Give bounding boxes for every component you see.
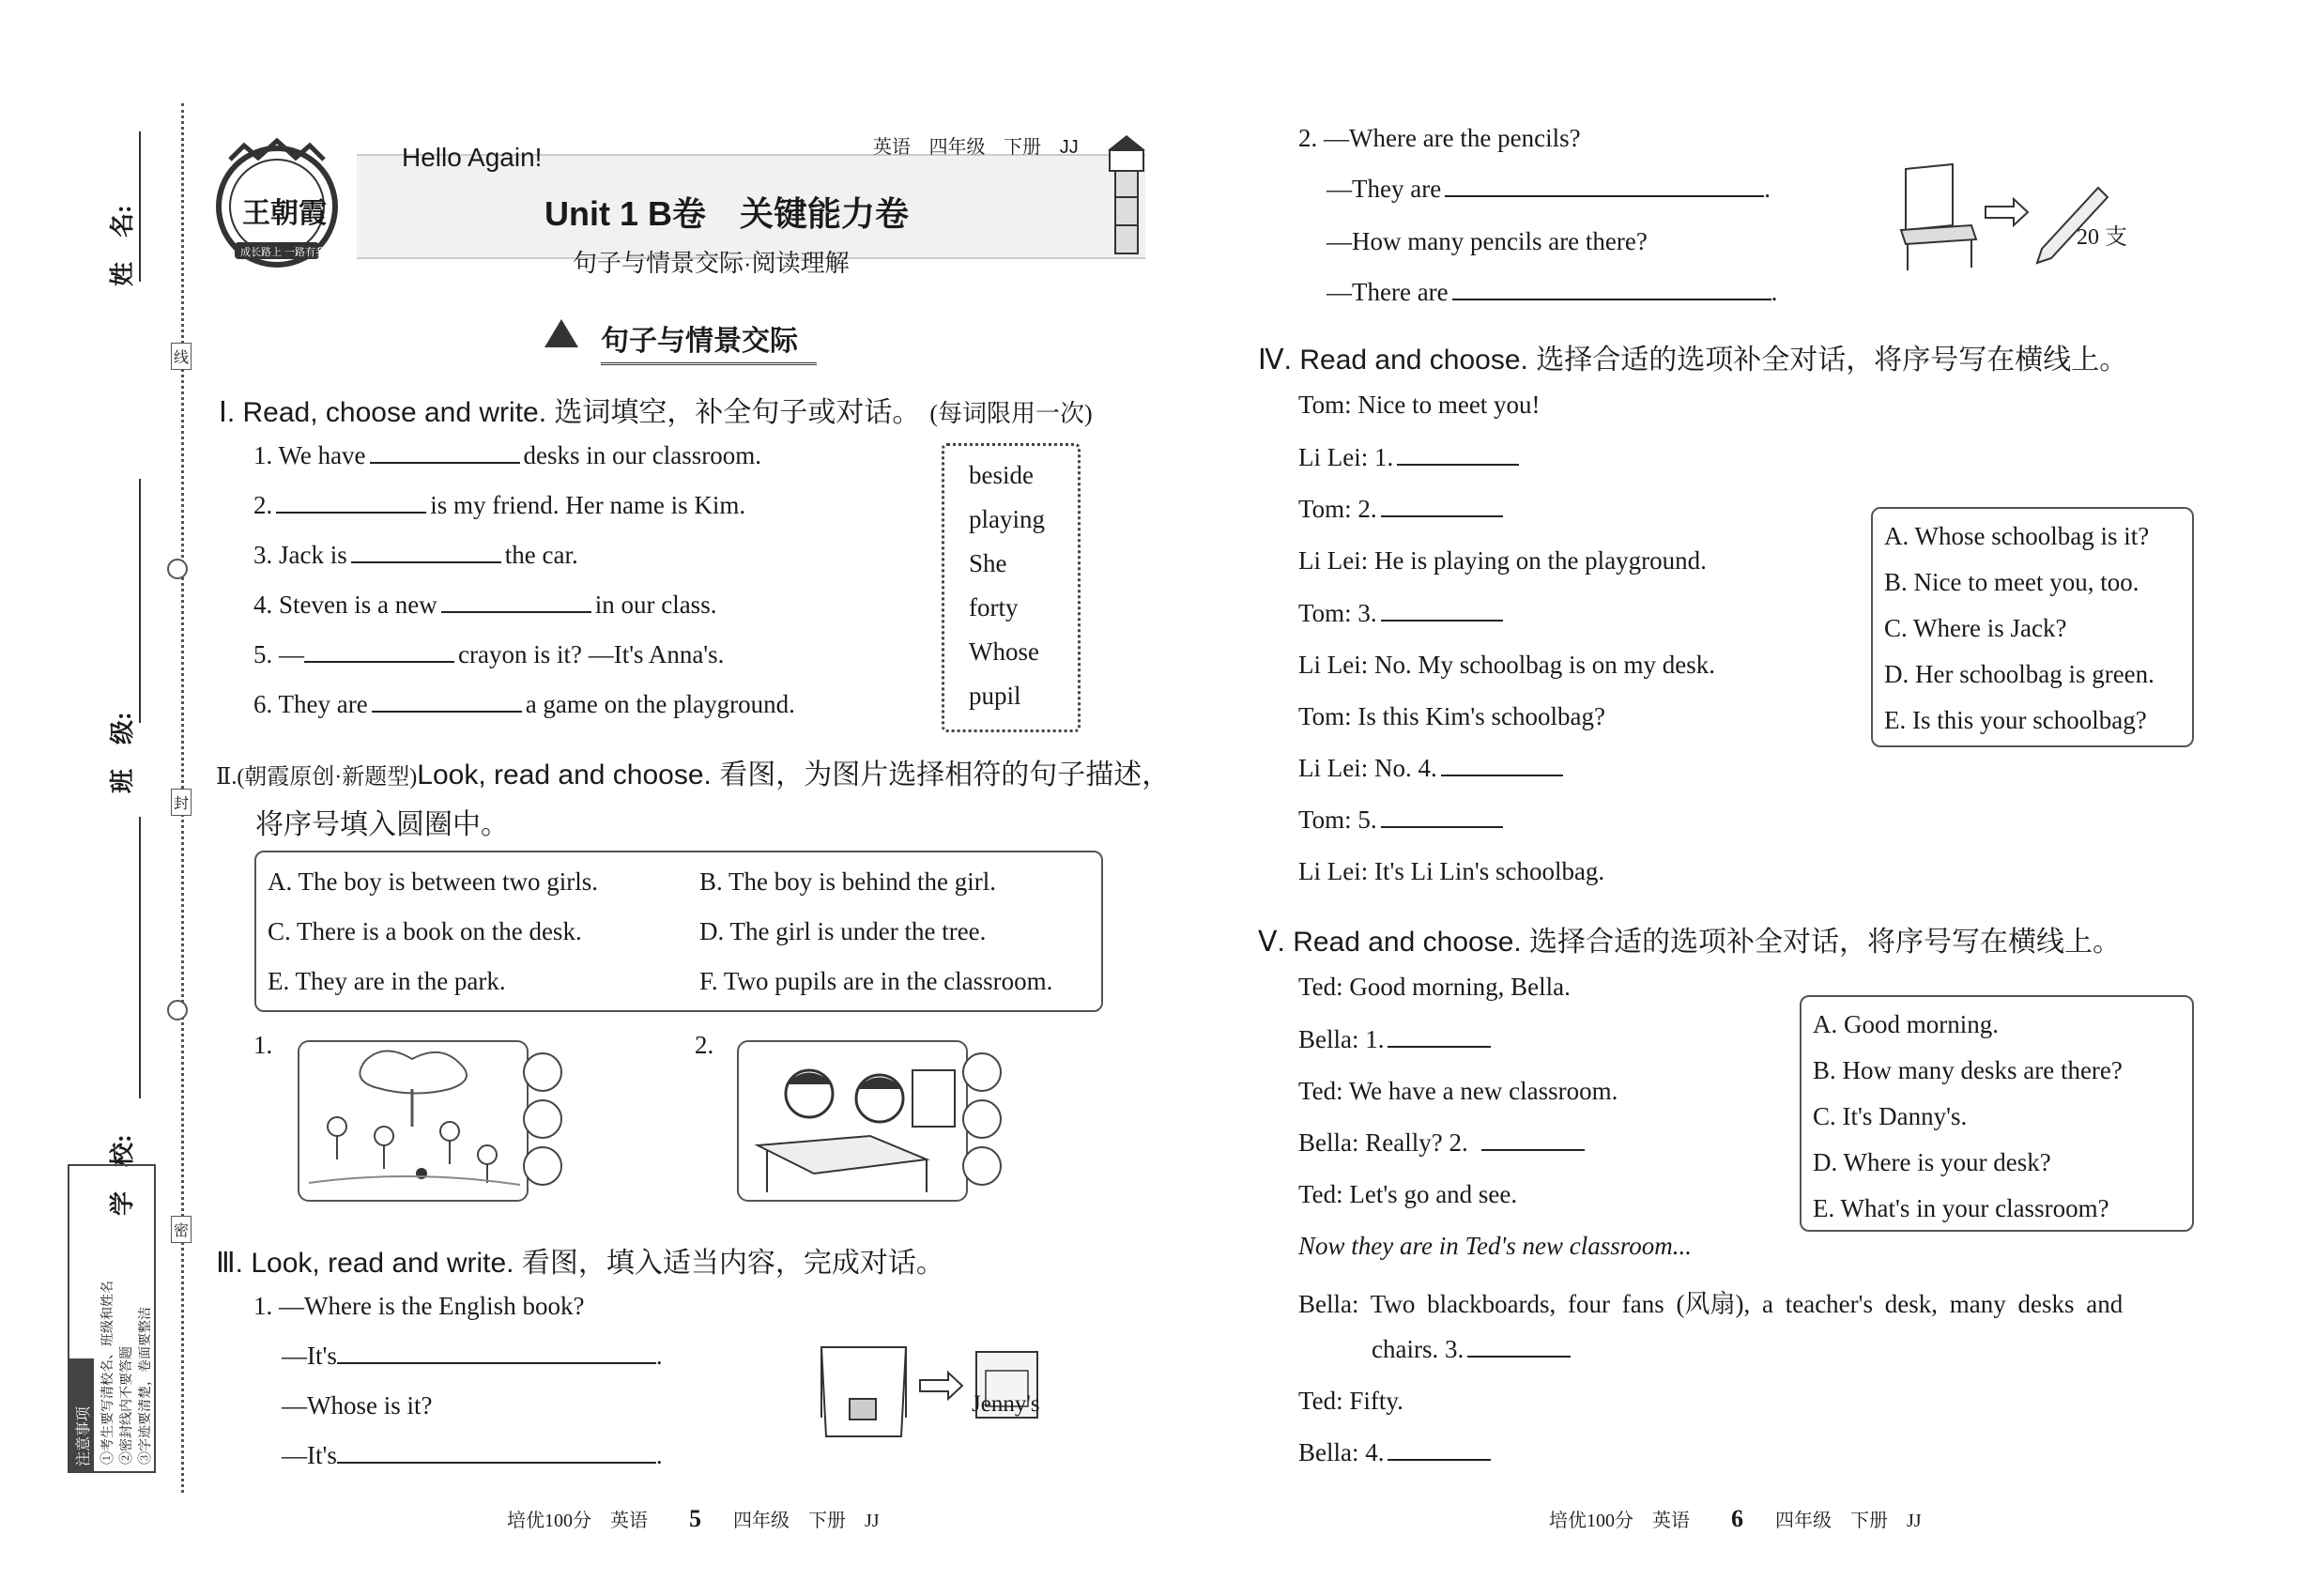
blank[interactable]: [1381, 826, 1503, 828]
part3-q1-line: —It's .: [282, 1441, 663, 1469]
part2-tag: Ⅱ.(朝霞原创·新题型): [216, 765, 418, 790]
sailboat-icon: [544, 319, 578, 347]
part5-heading: Ⅴ. Read and choose. 选择合适的选项补全对话，将序号写在横线上。: [1258, 927, 2122, 958]
lighthouse-icon: [1089, 131, 1164, 263]
option: E. They are in the park.: [268, 967, 506, 995]
option: D. Where is your desk?: [1813, 1148, 2051, 1176]
option: D. Her schoolbag is green.: [1884, 660, 2154, 688]
option: A. Whose schoolbag is it?: [1884, 522, 2150, 550]
option: F. Two pupils are in the classroom.: [699, 967, 1053, 995]
part2-options-box: [254, 851, 1103, 1012]
part2-heading: [216, 751, 1170, 792]
dialog-line: Li Lei: No. My schoolbag is on my desk.: [1298, 651, 1715, 679]
class-label: 班 级:: [109, 712, 136, 793]
page-title: Unit 1 B卷 关键能力卷: [544, 194, 910, 233]
blank[interactable]: [1381, 620, 1503, 622]
dialog-line: Li Lei: 1.: [1298, 443, 1519, 472]
notes-title-text: 注意事项: [76, 1405, 92, 1466]
part4-options-box: [1871, 507, 2194, 747]
blank[interactable]: [276, 512, 426, 514]
word-bank: [942, 443, 1081, 732]
dialog-line: Ted: We have a new classroom.: [1298, 1077, 1618, 1105]
option: D. The girl is under the tree.: [699, 917, 987, 945]
seal-mark-dense: 密: [171, 1216, 192, 1243]
part3-q2-line: —There are .: [1326, 278, 1778, 306]
option: C. Where is Jack?: [1884, 614, 2067, 642]
class-field[interactable]: [139, 479, 141, 723]
notes-item-2: ②密封线内不要答题: [120, 1346, 134, 1465]
footer-right: 培优100分 英语 6 四年级 下册 JJ: [1549, 1505, 1922, 1532]
blank[interactable]: [1452, 299, 1771, 300]
part3-q1-line: —It's .: [282, 1342, 663, 1370]
school-field[interactable]: [139, 817, 141, 1098]
blank[interactable]: [1388, 1046, 1491, 1048]
pencil-count-label: 20 支: [2077, 225, 2127, 250]
page-number: 6: [1731, 1505, 1743, 1532]
park-scene-icon: [299, 1042, 525, 1198]
name-field[interactable]: [139, 131, 141, 282]
option: C. It's Danny's.: [1813, 1102, 1968, 1130]
part1-item: 1. We have desks in our classroom.: [253, 441, 762, 469]
dialog-line: Bella: 1.: [1298, 1025, 1491, 1054]
dialog-line: Tom: 2.: [1298, 495, 1503, 524]
school-label: 学 校:: [109, 1134, 136, 1216]
answer-circle[interactable]: [523, 1099, 562, 1139]
blank[interactable]: [1397, 464, 1519, 466]
dialog-line: chairs. 3.: [1372, 1335, 1571, 1364]
part1-item: 3. Jack is the car.: [253, 541, 578, 569]
answer-circle[interactable]: [523, 1146, 562, 1186]
part3-q2-line: —They are .: [1326, 175, 1771, 203]
chair-pencil-icon: [1887, 160, 2150, 272]
picture-park: [298, 1040, 529, 1202]
option: E. What's in your classroom?: [1813, 1194, 2109, 1222]
part1-title: Ⅰ. Read, choose and write. 选词填空，补全句子或对话。: [219, 397, 921, 428]
blank[interactable]: [304, 661, 454, 663]
option: A. Good morning.: [1813, 1010, 1999, 1038]
dialog-line: Bella: Really? 2.: [1298, 1128, 1585, 1158]
blank[interactable]: [1381, 515, 1503, 517]
picture-label-1: 1.: [253, 1031, 273, 1059]
word-bank-item: Whose: [969, 637, 1039, 666]
dialog-line: Ted: Good morning, Bella.: [1298, 973, 1571, 1001]
part3-q2-line: —How many pencils are there?: [1326, 227, 1648, 255]
answer-circle[interactable]: [962, 1146, 1002, 1186]
header-banner: [207, 131, 1183, 282]
part1-heading: [219, 389, 1093, 430]
part5-options-box: [1800, 995, 2194, 1232]
picture-classroom: [737, 1040, 968, 1202]
dialog-line: Li Lei: He is playing on the playground.: [1298, 546, 1707, 575]
part3-q1-line: —Whose is it?: [282, 1391, 433, 1420]
picture-label-2: 2.: [695, 1031, 714, 1059]
blank[interactable]: [337, 1462, 656, 1464]
notes-item-3: ③字迹要清楚，卷面要整洁: [139, 1307, 153, 1465]
blank[interactable]: [1441, 775, 1563, 776]
blank[interactable]: [1481, 1149, 1585, 1151]
blank[interactable]: [337, 1362, 656, 1364]
part2-title-line2: 将序号填入圆圈中。: [255, 809, 509, 840]
binding-margin: [56, 94, 207, 1502]
seal-ring-icon: [167, 1000, 188, 1021]
part1-item: 2. is my friend. Her name is Kim.: [253, 491, 746, 519]
page-subtitle: 句子与情景交际·阅读理解: [573, 249, 850, 277]
option: B. The boy is behind the girl.: [699, 867, 996, 896]
dialog-line: Tom: 3.: [1298, 599, 1503, 628]
meta-volume: 下册: [1004, 137, 1042, 158]
meta-subject: 英语: [873, 137, 911, 158]
blank[interactable]: [370, 462, 520, 464]
word-bank-item: She: [969, 549, 1007, 577]
seal-ring-icon: [167, 559, 188, 579]
dialog-line: Li Lei: It's Li Lin's schoolbag.: [1298, 857, 1605, 885]
header-meta: [873, 131, 1079, 159]
brand-name: 王朝霞: [242, 198, 327, 229]
meta-edition: JJ: [1059, 137, 1079, 158]
answer-circle[interactable]: [523, 1052, 562, 1092]
page-number: 5: [689, 1505, 701, 1532]
dialog-line: Bella: Two blackboards, four fans (风扇), a teacher's desk, many desks and: [1298, 1290, 2124, 1318]
name-label: 姓 名:: [109, 205, 136, 286]
seal-mark-seal: 封: [171, 789, 192, 816]
option: B. Nice to meet you, too.: [1884, 568, 2139, 596]
part1-item: 6. They are a game on the playground.: [253, 690, 795, 718]
blank[interactable]: [1467, 1356, 1571, 1358]
meta-grade: 四年级: [928, 137, 986, 158]
dialog-line: Ted: Fifty.: [1298, 1387, 1403, 1415]
classroom-scene-icon: [739, 1042, 964, 1198]
notes-item-1: ①考生要写清校名、班级和姓名: [101, 1281, 115, 1465]
part1-item: 5. — crayon is it? —It's Anna's.: [253, 640, 725, 668]
hello-again: Hello Again!: [402, 143, 543, 172]
dialog-line: Bella: 4.: [1298, 1438, 1491, 1467]
part3-q1-line: 1. —Where is the English book?: [253, 1292, 585, 1320]
part1-note: (每词限用一次): [929, 400, 1093, 427]
option: C. There is a book on the desk.: [268, 917, 582, 945]
section-heading: 句子与情景交际: [601, 317, 817, 365]
option: E. Is this your schoolbag?: [1884, 706, 2147, 734]
blank[interactable]: [372, 711, 522, 713]
part4-heading: Ⅳ. Read and choose. 选择合适的选项补全对话，将序号写在横线上。: [1258, 345, 2128, 376]
dialog-line: Ted: Let's go and see.: [1298, 1180, 1518, 1208]
part2-title: Look, read and choose. 看图，为图片选择相符的句子描述，: [417, 760, 1171, 790]
answer-circle[interactable]: [962, 1099, 1002, 1139]
jenny-label: Jenny's: [972, 1391, 1040, 1417]
seal-mark-line: 线: [171, 343, 192, 370]
part1-item: 4. Steven is a new in our class.: [253, 591, 717, 619]
blank[interactable]: [351, 561, 501, 563]
footer-left: 培优100分 英语 5 四年级 下册 JJ: [507, 1505, 880, 1532]
part3-q2-line: 2. —Where are the pencils?: [1298, 124, 1581, 152]
word-bank-item: forty: [969, 593, 1019, 622]
part3-heading: Ⅲ. Look, read and write. 看图，填入适当内容，完成对话。: [216, 1248, 944, 1279]
dialog-line: Tom: Is this Kim's schoolbag?: [1298, 702, 1605, 730]
word-bank-item: beside: [969, 461, 1034, 489]
blank[interactable]: [1445, 195, 1764, 197]
blank[interactable]: [441, 611, 591, 613]
option: B. How many desks are there?: [1813, 1056, 2123, 1084]
option: A. The boy is between two girls.: [268, 867, 598, 896]
dialog-line: Li Lei: No. 4.: [1298, 754, 1563, 783]
notes-box: [68, 1164, 156, 1473]
dialog-line: Tom: Nice to meet you!: [1298, 391, 1541, 419]
dialog-line: Now they are in Ted's new classroom...: [1298, 1232, 1693, 1260]
dialog-line: Tom: 5.: [1298, 806, 1503, 835]
brand-motto: 成长路上 一路有我: [240, 247, 327, 258]
word-bank-item: playing: [969, 505, 1045, 533]
blank[interactable]: [1388, 1459, 1491, 1461]
word-bank-item: pupil: [969, 682, 1021, 710]
answer-circle[interactable]: [962, 1052, 1002, 1092]
